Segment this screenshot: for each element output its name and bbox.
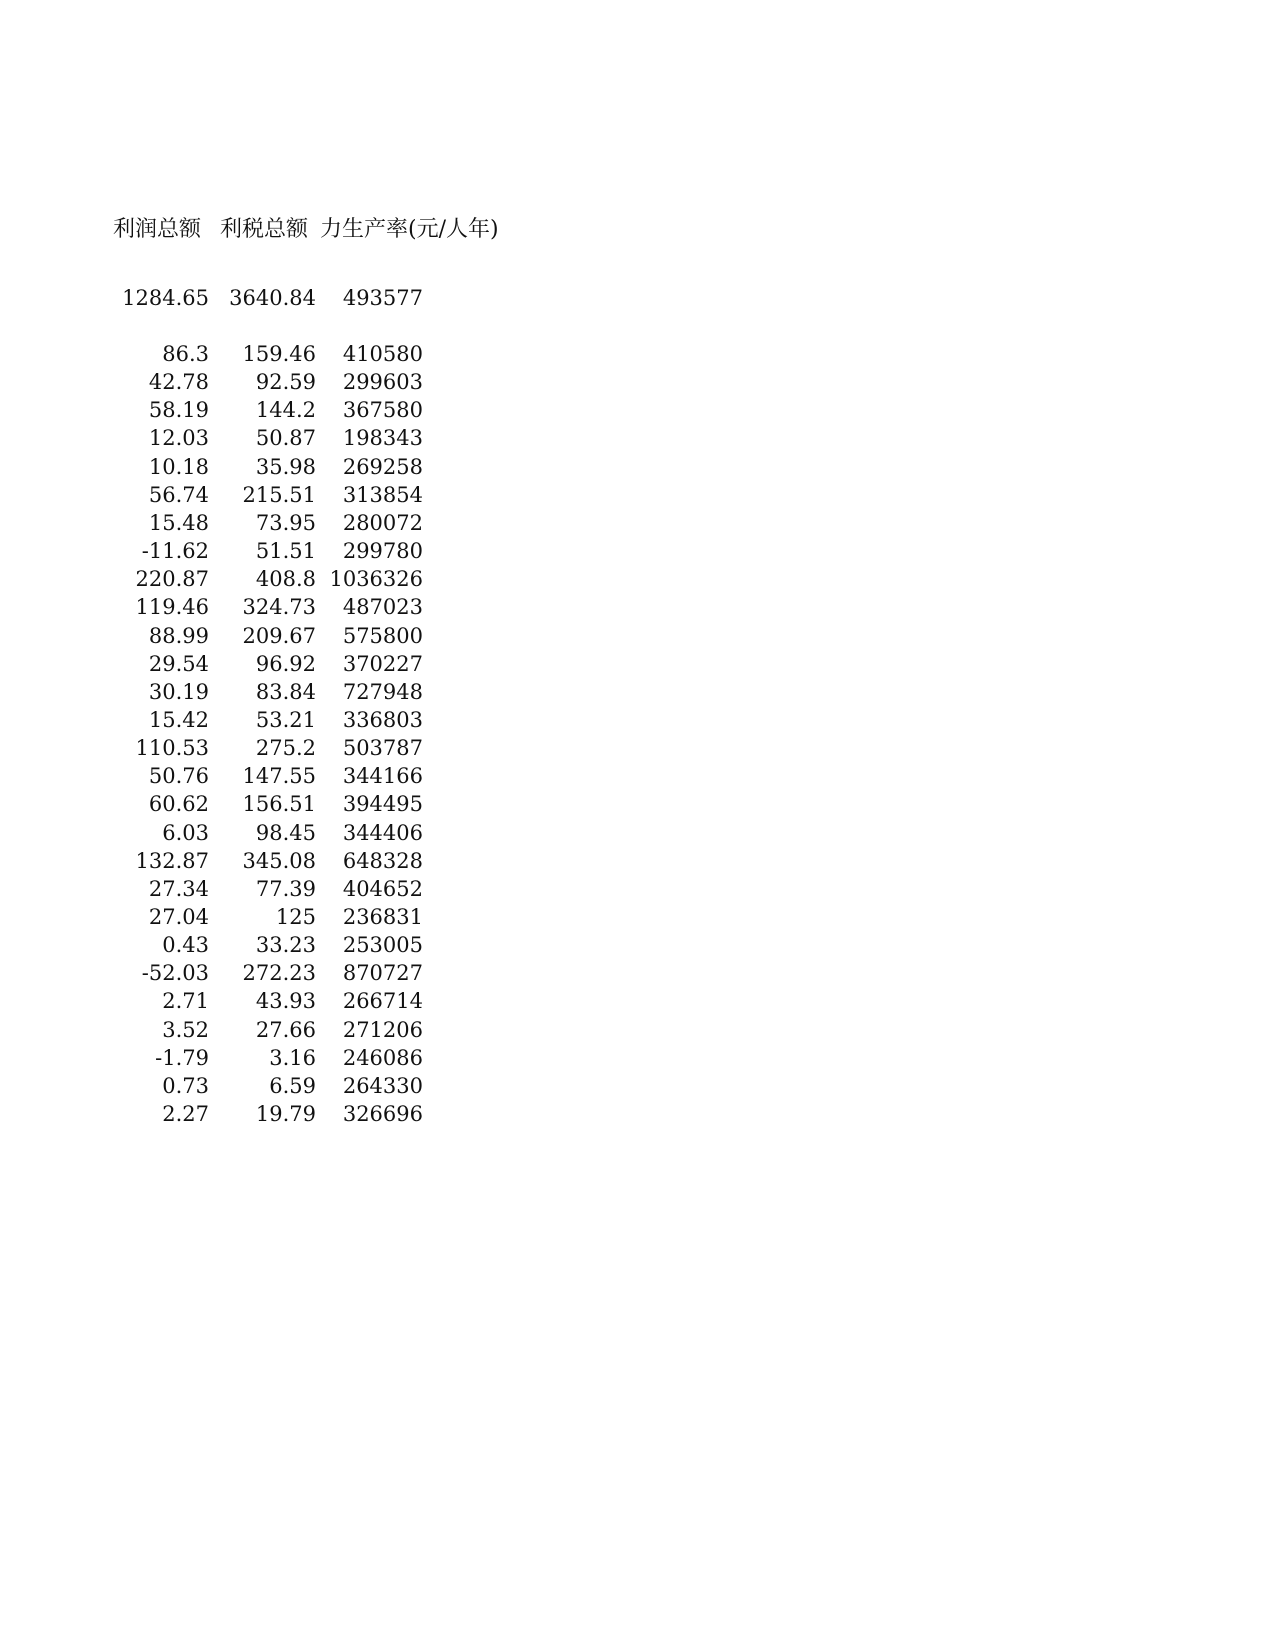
productivity-cell: 246086 (342, 1045, 423, 1070)
profit-tax-cell: 96.92 (255, 651, 316, 676)
table-row (0, 565, 600, 593)
profit-cell: 42.78 (148, 370, 209, 395)
table-row (0, 931, 600, 959)
productivity-cell: 503787 (342, 736, 423, 761)
productivity-cell: 236831 (342, 905, 423, 929)
productivity-cell: 344406 (342, 820, 423, 845)
profit-cell: 220.87 (135, 567, 209, 592)
profit-tax-cell: 43.93 (255, 989, 316, 1014)
productivity-cell: 313854 (342, 482, 423, 507)
profit-tax-cell: 159.46 (242, 342, 316, 366)
header-labor-productivity: 力生产率(元/人年) (320, 217, 499, 242)
profit-tax-cell: 19.79 (255, 1102, 316, 1127)
profit-cell: 60.62 (148, 792, 209, 817)
table-row (0, 678, 600, 706)
productivity-cell: 253005 (342, 933, 423, 958)
profit-cell: 27.04 (148, 905, 209, 929)
profit-cell: 2.71 (162, 989, 209, 1014)
profit-cell: 110.53 (135, 736, 209, 761)
profit-cell: 27.34 (148, 876, 209, 901)
table-row (0, 875, 600, 903)
table-row (0, 537, 600, 565)
total-profit-tax: 3640.84 (229, 286, 316, 310)
profit-cell: 56.74 (148, 482, 209, 507)
table-row (0, 509, 600, 537)
productivity-cell: 575800 (342, 623, 423, 648)
profit-cell: 58.19 (148, 398, 209, 423)
profit-tax-cell: 50.87 (255, 426, 316, 451)
productivity-cell: 870727 (342, 961, 423, 986)
productivity-cell: 487023 (342, 595, 423, 620)
profit-tax-cell: 275.2 (255, 736, 316, 761)
profit-cell: 15.48 (148, 510, 209, 535)
table-row (0, 762, 600, 790)
profit-tax-cell: 92.59 (255, 370, 316, 395)
table-row (0, 1072, 600, 1100)
table-row (0, 650, 600, 678)
productivity-cell: 336803 (342, 707, 423, 732)
profit-cell: 132.87 (135, 848, 209, 873)
profit-tax-cell: 3.16 (269, 1045, 316, 1070)
profit-cell: 29.54 (148, 651, 209, 676)
profit-cell: 12.03 (148, 426, 209, 451)
productivity-cell: 394495 (342, 792, 423, 817)
table-row (0, 959, 600, 987)
table-row (0, 987, 600, 1015)
table-row (0, 368, 600, 396)
table-row (0, 790, 600, 818)
profit-tax-cell: 324.73 (242, 595, 316, 620)
productivity-cell: 326696 (342, 1102, 423, 1127)
productivity-cell: 264330 (342, 1073, 423, 1098)
table-row (0, 734, 600, 762)
table-row (0, 340, 600, 368)
table-row (0, 593, 600, 621)
profit-tax-cell: 215.51 (242, 482, 316, 507)
table-row (0, 847, 600, 875)
table-row (0, 396, 600, 424)
productivity-cell: 271206 (342, 1017, 423, 1042)
header-profit-tax-total: 利税总额 (220, 217, 309, 242)
profit-cell: -52.03 (141, 961, 209, 986)
profit-cell: 2.27 (162, 1102, 209, 1127)
profit-tax-cell: 408.8 (255, 567, 316, 592)
profit-tax-cell: 53.21 (255, 707, 316, 732)
profit-cell: 88.99 (148, 623, 209, 648)
profit-tax-cell: 51.51 (255, 539, 316, 564)
productivity-cell: 299780 (342, 539, 423, 564)
productivity-cell: 367580 (342, 398, 423, 423)
profit-cell: 3.52 (162, 1017, 209, 1042)
profit-tax-cell: 73.95 (255, 510, 316, 535)
profit-tax-cell: 27.66 (255, 1017, 316, 1042)
productivity-cell: 370227 (342, 651, 423, 676)
productivity-cell: 299603 (342, 370, 423, 395)
table-row (0, 424, 600, 452)
profit-cell: 30.19 (148, 679, 209, 704)
profit-cell: 15.42 (148, 707, 209, 732)
table-row (0, 481, 600, 509)
productivity-cell: 648328 (342, 848, 423, 873)
profit-tax-cell: 147.55 (242, 764, 316, 789)
profit-tax-cell: 156.51 (242, 792, 316, 817)
profit-tax-cell: 35.98 (255, 454, 316, 479)
table-row (0, 903, 600, 931)
profit-cell: -11.62 (141, 539, 209, 564)
table-row (0, 819, 600, 847)
total-row (0, 284, 600, 312)
total-profit: 1284.65 (122, 286, 209, 310)
total-productivity: 493577 (342, 286, 423, 310)
table-row (0, 1044, 600, 1072)
profit-cell: 0.73 (162, 1073, 209, 1098)
profit-cell: 86.3 (162, 342, 209, 366)
profit-tax-cell: 6.59 (269, 1073, 316, 1098)
productivity-cell: 1036326 (329, 567, 423, 592)
profit-tax-cell: 272.23 (242, 961, 316, 986)
productivity-cell: 266714 (342, 989, 423, 1014)
productivity-cell: 344166 (342, 764, 423, 789)
header-profit-total: 利润总额 (113, 217, 202, 242)
profit-tax-cell: 98.45 (255, 820, 316, 845)
profit-tax-cell: 125 (275, 905, 316, 929)
profit-tax-cell: 144.2 (255, 398, 316, 423)
productivity-cell: 404652 (342, 876, 423, 901)
productivity-cell: 280072 (342, 510, 423, 535)
profit-tax-cell: 83.84 (255, 679, 316, 704)
table-row (0, 622, 600, 650)
profit-cell: 119.46 (135, 595, 209, 620)
profit-cell: 50.76 (148, 764, 209, 789)
profit-tax-cell: 209.67 (242, 623, 316, 648)
table-row (0, 453, 600, 481)
profit-tax-cell: 33.23 (255, 933, 316, 958)
profit-cell: 10.18 (148, 454, 209, 479)
profit-cell: 0.43 (162, 933, 209, 958)
productivity-cell: 269258 (342, 454, 423, 479)
table-row (0, 1016, 600, 1044)
profit-tax-cell: 77.39 (255, 876, 316, 901)
table-row (0, 706, 600, 734)
profit-tax-cell: 345.08 (242, 848, 316, 873)
profit-cell: 6.03 (162, 820, 209, 845)
table-row (0, 1100, 600, 1128)
productivity-cell: 727948 (342, 679, 423, 704)
productivity-cell: 198343 (342, 426, 423, 451)
profit-cell: -1.79 (155, 1045, 209, 1070)
productivity-cell: 410580 (342, 342, 423, 366)
